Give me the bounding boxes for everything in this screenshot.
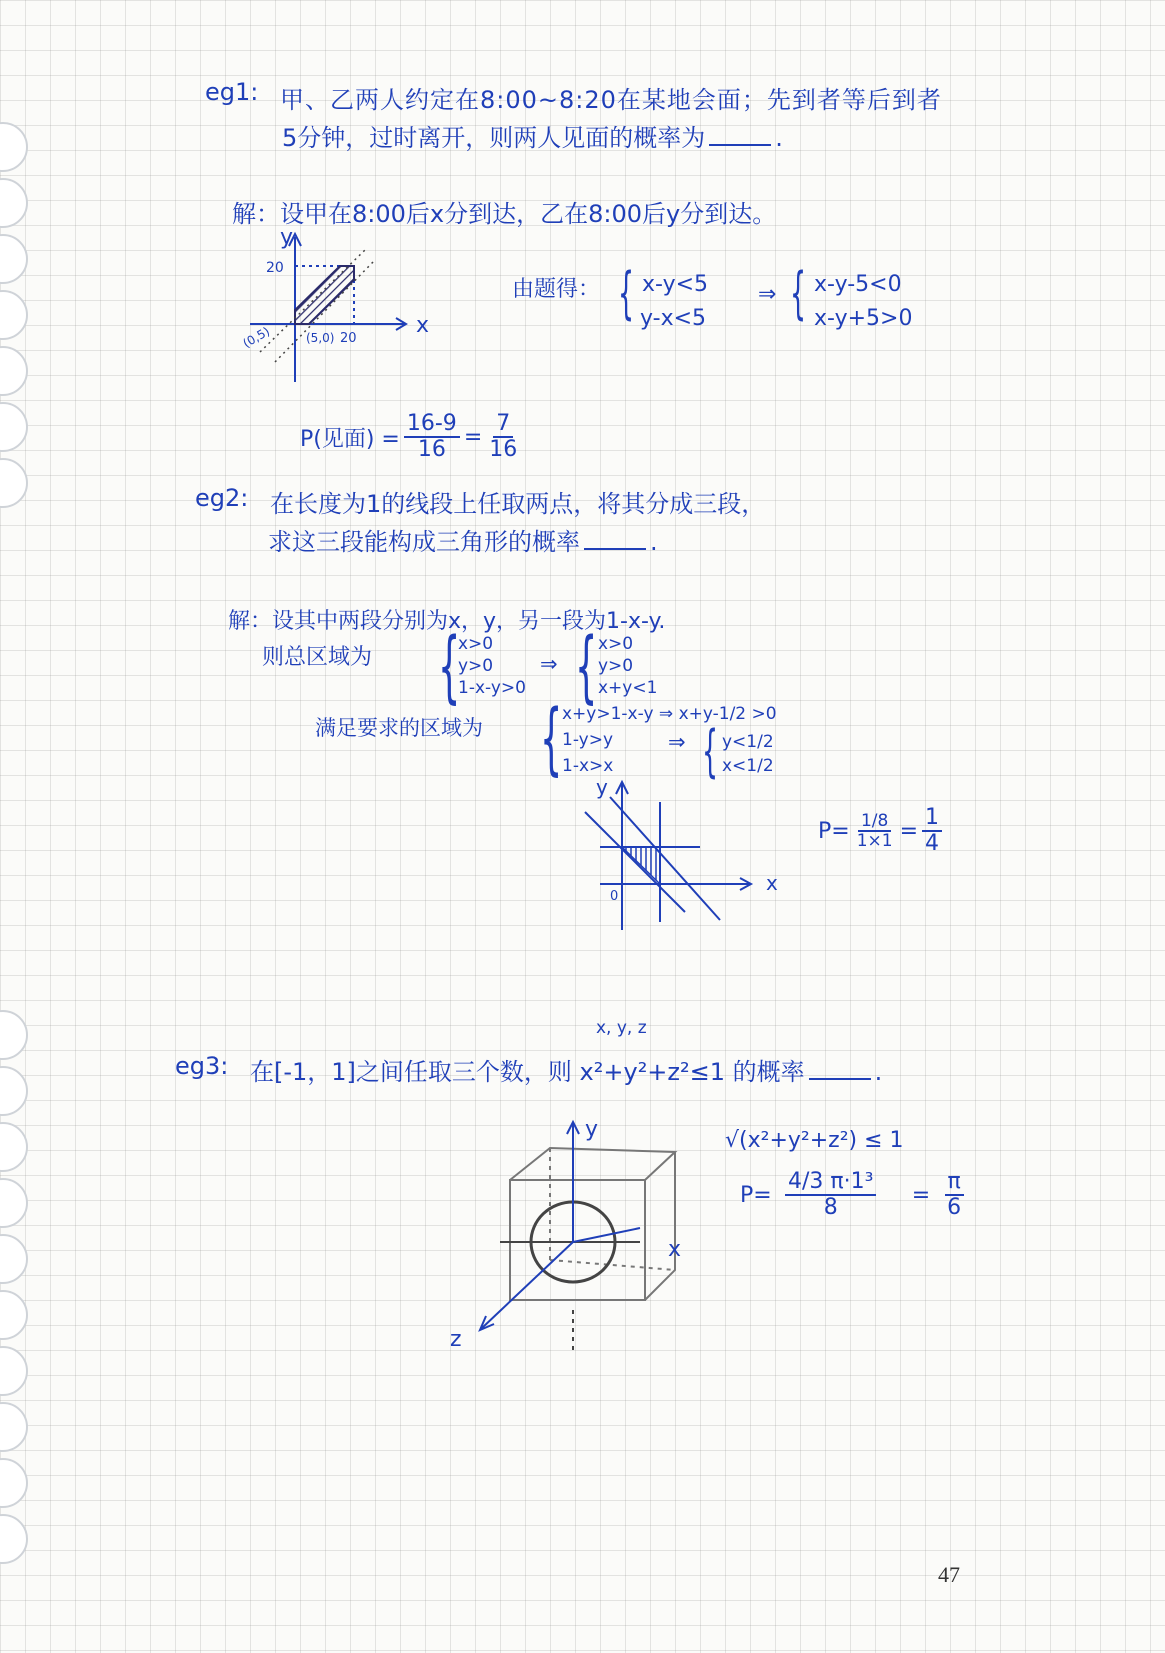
z-label: z <box>450 1327 462 1350</box>
fraction <box>934 1170 974 1220</box>
eg2-total-simpl-line3: x+y<1 <box>598 678 658 698</box>
equals: = <box>899 818 919 844</box>
eg1-sys1-line1: x-y<5 <box>642 272 709 297</box>
eg2-total-simpl-line1: x>0 <box>598 634 634 654</box>
fraction-den: 8 <box>823 1195 838 1221</box>
eg2-req-line3: 1-x>x <box>562 756 614 776</box>
cube-side <box>645 1152 675 1300</box>
brace: { <box>702 719 719 784</box>
brace: { <box>438 622 461 712</box>
eg1-graph <box>240 222 450 392</box>
binder-hole <box>0 1514 28 1564</box>
fraction <box>404 412 460 462</box>
fraction-den: 16 <box>417 437 446 463</box>
cube-hidden-edge <box>550 1260 675 1270</box>
prob-label: P(见面) = <box>300 426 400 452</box>
fraction <box>776 1170 886 1220</box>
x-label: x <box>416 313 430 338</box>
fraction <box>486 412 520 462</box>
eg1-system-intro: 由题得： <box>512 277 601 302</box>
y-label: y <box>585 1117 599 1142</box>
eg1-problem-line2-text: 5分钟，过时离开，则两人见面的概率为 <box>282 124 706 152</box>
binder-hole <box>0 1402 28 1452</box>
eg2-req-intro: 满足要求的区域为 <box>315 716 483 740</box>
fraction-num: 1 <box>922 806 942 832</box>
brace: { <box>790 261 807 326</box>
eg1-problem-line1: 甲、乙两人约定在8:00~8:20在某地会面；先到者等后到者 <box>280 86 942 114</box>
eg3-problem-text: 在[-1，1]之间任取三个数，则 x²+y²+z²≤1 的概率 <box>250 1058 805 1086</box>
fraction <box>854 812 896 851</box>
binder-hole <box>0 402 28 452</box>
binder-hole <box>0 178 28 228</box>
answer-blank <box>584 548 646 550</box>
tick-20-y: 20 <box>266 260 284 276</box>
implies-arrow: ⇒ <box>540 652 558 676</box>
binder-hole <box>0 1066 28 1116</box>
eg2-total-line3: 1-x-y>0 <box>458 678 526 698</box>
eg2-req-line1: x+y>1-x-y ⇒ x+y-1/2 >0 <box>562 704 777 724</box>
eg3-condition: √(x²+y²+z²) ≤ 1 <box>725 1128 904 1153</box>
implies-arrow: ⇒ <box>668 730 686 754</box>
brace: { <box>575 622 598 712</box>
eg2-probability <box>818 806 946 856</box>
line-x-plus-y-half <box>585 812 685 912</box>
eg2-req-simpl-line2: x<1/2 <box>722 756 774 776</box>
origin-label: 0 <box>610 889 619 904</box>
brace: { <box>618 261 635 326</box>
binder-hole <box>0 1234 28 1284</box>
fraction-den: 1×1 <box>856 831 893 852</box>
tick-20-x: 20 <box>340 331 357 346</box>
eg1-sys1-line2: y-x<5 <box>640 306 707 331</box>
eg2-region-intro: 则总区域为 <box>262 645 373 670</box>
answer-blank <box>709 144 771 146</box>
eg3-label: eg3: <box>175 1052 229 1080</box>
eg2-total-line1: x>0 <box>458 634 494 654</box>
eg2-label: eg2: <box>195 484 249 512</box>
binder-hole <box>0 1458 28 1508</box>
point-0-5: (0,5) <box>240 324 273 351</box>
line-x-plus-y-one <box>610 797 720 920</box>
binder-hole <box>0 234 28 284</box>
brace: { <box>540 694 563 784</box>
prob-label: P= <box>740 1182 772 1208</box>
eg1-problem-line2: 5分钟，过时离开，则两人见面的概率为 . <box>282 124 783 152</box>
fraction-num: 16-9 <box>404 412 460 438</box>
binder-hole <box>0 1010 28 1060</box>
fraction-num: 4/3 π·1³ <box>785 1170 876 1196</box>
eg1-solution: 解：设甲在8:00后x分到达，乙在8:00后y分到达。 <box>232 200 777 228</box>
y-label: y <box>280 225 294 250</box>
eg2-problem-line2-text: 求这三段能构成三角形的概率 <box>268 528 580 556</box>
x-label: x <box>668 1237 682 1262</box>
fraction-den: 16 <box>489 437 518 463</box>
equals: = <box>463 424 483 450</box>
binder-hole <box>0 1122 28 1172</box>
binder-hole <box>0 346 28 396</box>
boundary-line <box>275 260 375 362</box>
eg3-vars: x, y, z <box>596 1018 647 1038</box>
equals: = <box>911 1182 931 1208</box>
shaded-region <box>622 847 660 884</box>
fraction-den: 4 <box>925 831 940 857</box>
eg2-total-line2: y>0 <box>458 656 494 676</box>
cube-top <box>510 1148 675 1180</box>
eg2-graph <box>570 772 800 942</box>
fraction-num: 1/8 <box>858 812 891 833</box>
answer-blank <box>809 1078 871 1080</box>
eg2-solution-line1: 解：设其中两段分别为x，y，另一段为1-x-y. <box>228 609 666 634</box>
binder-hole <box>0 290 28 340</box>
page-number: 47 <box>938 1562 960 1587</box>
eg1-probability <box>300 412 524 462</box>
eg1-label: eg1: <box>205 78 259 106</box>
fraction <box>922 806 942 856</box>
binder-hole <box>0 1346 28 1396</box>
eg2-problem-line2: 求这三段能构成三角形的概率 . <box>268 528 658 556</box>
eg2-problem-line1: 在长度为1的线段上任取两点，将其分成三段， <box>270 490 766 518</box>
implies-arrow: ⇒ <box>758 282 777 307</box>
binder-hole <box>0 458 28 508</box>
y-label: y <box>596 775 608 799</box>
shaded-region <box>295 266 354 324</box>
fraction-den: 6 <box>947 1195 962 1221</box>
x-label: x <box>766 871 778 895</box>
binder-hole <box>0 1290 28 1340</box>
eg3-probability <box>740 1170 978 1220</box>
eg2-req-line2: 1-y>y <box>562 730 614 750</box>
eg1-sys2-line2: x-y+5>0 <box>814 306 913 331</box>
eg2-req-simpl-line1: y<1/2 <box>722 732 774 752</box>
eg3-problem: 在[-1，1]之间任取三个数，则 x²+y²+z²≤1 的概率 . <box>250 1058 883 1086</box>
eg2-total-simpl-line2: y>0 <box>598 656 634 676</box>
fraction-num: π <box>945 1170 964 1196</box>
prob-label: P= <box>818 818 850 844</box>
binder-hole <box>0 1178 28 1228</box>
z-axis <box>482 1242 573 1328</box>
eg3-graph <box>440 1110 710 1350</box>
fraction-num: 7 <box>493 412 513 438</box>
eg1-sys2-line1: x-y-5<0 <box>814 272 902 297</box>
binder-hole <box>0 122 28 172</box>
point-5-0: (5,0) <box>306 331 335 345</box>
x-axis-positive <box>573 1228 640 1242</box>
